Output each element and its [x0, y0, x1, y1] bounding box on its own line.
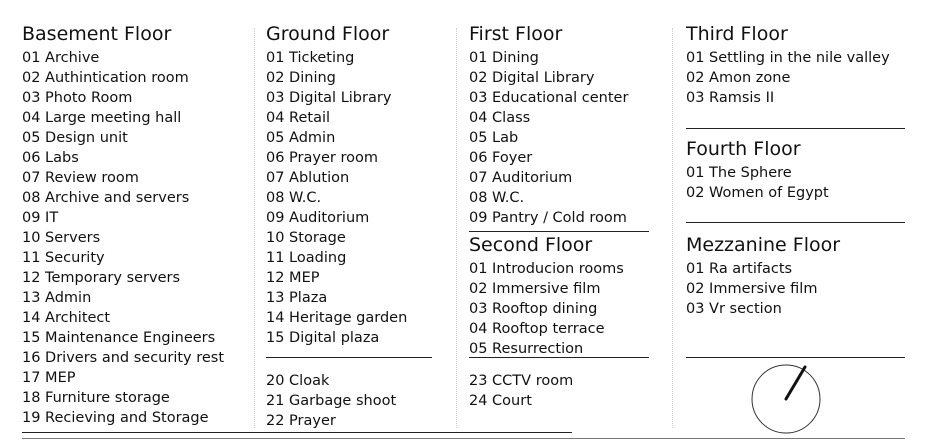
- second-extra-list: [469, 371, 573, 411]
- list-item: 04 Class: [469, 110, 531, 126]
- list-item: 03 Educational center: [469, 90, 629, 106]
- list-item: 08 Archive and servers: [22, 190, 190, 206]
- list-item: 05 Admin: [266, 130, 336, 146]
- third-floor-list: [686, 48, 890, 108]
- third-floor-legend: [686, 22, 890, 108]
- list-item: 02 Amon zone: [686, 70, 791, 86]
- second-floor-rule: [469, 357, 649, 358]
- list-item: 12 Temporary servers: [22, 270, 181, 286]
- second-floor-legend: [469, 233, 624, 359]
- ground-floor-legend: [266, 22, 407, 348]
- mezzanine-floor-title: Mezzanine Floor: [686, 234, 841, 256]
- list-item: 03 Rooftop dining: [469, 301, 598, 317]
- list-item: 01 Ticketing: [266, 50, 355, 66]
- divider-ground-first: [456, 28, 457, 428]
- list-item: 04 Large meeting hall: [22, 110, 182, 126]
- bottom-rule-faint: [22, 438, 905, 439]
- list-item: 09 IT: [22, 210, 59, 226]
- list-item: 11 Security: [22, 250, 105, 266]
- list-item: 01 Dining: [469, 50, 539, 66]
- third-floor-title: Third Floor: [686, 23, 788, 45]
- list-item: 02 Women of Egypt: [686, 185, 829, 201]
- list-item: 05 Design unit: [22, 130, 128, 146]
- fourth-floor-list: [686, 163, 829, 203]
- list-item: 09 Pantry / Cold room: [469, 210, 627, 226]
- list-item: 14 Architect: [22, 310, 111, 326]
- list-item: 03 Digital Library: [266, 90, 392, 106]
- list-item: 08 W.C.: [469, 190, 525, 206]
- list-item: 02 Digital Library: [469, 70, 595, 86]
- list-item: 06 Foyer: [469, 150, 533, 166]
- list-item: 13 Plaza: [266, 290, 328, 306]
- bottom-rule: [22, 432, 572, 433]
- list-item: 18 Furniture storage: [22, 390, 170, 406]
- list-item: 04 Retail: [266, 110, 331, 126]
- basement-floor-legend: [22, 22, 224, 428]
- list-item: 05 Lab: [469, 130, 519, 146]
- mezzanine-floor-rule: [686, 357, 905, 358]
- second-floor-title: Second Floor: [469, 234, 593, 256]
- list-item: 02 Immersive film: [469, 281, 601, 297]
- ground-extra-list: [266, 371, 396, 431]
- list-item: 03 Photo Room: [22, 90, 133, 106]
- list-item: 15 Maintenance Engineers: [22, 330, 216, 346]
- divider-first-third: [672, 28, 673, 428]
- list-item: 02 Authintication room: [22, 70, 189, 86]
- list-item: 02 Dining: [266, 70, 336, 86]
- list-item: 04 Rooftop terrace: [469, 321, 605, 337]
- basement-floor-title: Basement Floor: [22, 23, 172, 45]
- list-item: 12 MEP: [266, 270, 320, 286]
- north-arrow-icon: [750, 363, 822, 439]
- list-item: 05 Resurrection: [469, 341, 584, 357]
- divider-basement-ground: [254, 28, 255, 428]
- mezzanine-floor-legend: [686, 233, 840, 319]
- fourth-floor-legend: [686, 137, 829, 203]
- list-item: 21 Garbage shoot: [266, 393, 397, 409]
- list-item: 07 Ablution: [266, 170, 350, 186]
- list-item: 23 CCTV room: [469, 373, 574, 389]
- list-item: 01 Settling in the nile valley: [686, 50, 890, 66]
- list-item: 20 Cloak: [266, 373, 330, 389]
- list-item: 24 Court: [469, 393, 532, 409]
- first-floor-rule: [469, 231, 649, 232]
- list-item: 01 Archive: [22, 50, 100, 66]
- list-item: 19 Recieving and Storage: [22, 410, 209, 426]
- list-item: 01 Introducion rooms: [469, 261, 624, 277]
- first-floor-list: [469, 48, 628, 228]
- ground-floor-title: Ground Floor: [266, 23, 390, 45]
- list-item: 10 Servers: [22, 230, 101, 246]
- mezzanine-floor-list: [686, 259, 840, 319]
- first-floor-legend: [469, 22, 628, 228]
- list-item: 03 Ramsis II: [686, 90, 775, 106]
- fourth-floor-title: Fourth Floor: [686, 138, 801, 160]
- list-item: 03 Vr section: [686, 301, 782, 317]
- second-floor-list: [469, 259, 624, 359]
- third-floor-rule: [686, 128, 905, 129]
- list-item: 11 Loading: [266, 250, 347, 266]
- list-item: 01 The Sphere: [686, 165, 792, 181]
- fourth-floor-rule: [686, 222, 905, 223]
- list-item: 06 Labs: [22, 150, 79, 166]
- list-item: 01 Ra artifacts: [686, 261, 793, 277]
- list-item: 02 Immersive film: [686, 281, 818, 297]
- list-item: 08 W.C.: [266, 190, 322, 206]
- ground-floor-rule: [266, 357, 432, 358]
- list-item: 15 Digital plaza: [266, 330, 380, 346]
- list-item: 16 Drivers and security rest: [22, 350, 225, 366]
- list-item: 07 Review room: [22, 170, 139, 186]
- list-item: 17 MEP: [22, 370, 76, 386]
- basement-floor-list: [22, 48, 224, 428]
- list-item: 14 Heritage garden: [266, 310, 408, 326]
- list-item: 06 Prayer room: [266, 150, 378, 166]
- first-floor-title: First Floor: [469, 23, 563, 45]
- list-item: 09 Auditorium: [266, 210, 370, 226]
- list-item: 07 Auditorium: [469, 170, 573, 186]
- ground-floor-list: [266, 48, 407, 348]
- list-item: 10 Storage: [266, 230, 346, 246]
- list-item: 13 Admin: [22, 290, 92, 306]
- list-item: 22 Prayer: [266, 413, 336, 429]
